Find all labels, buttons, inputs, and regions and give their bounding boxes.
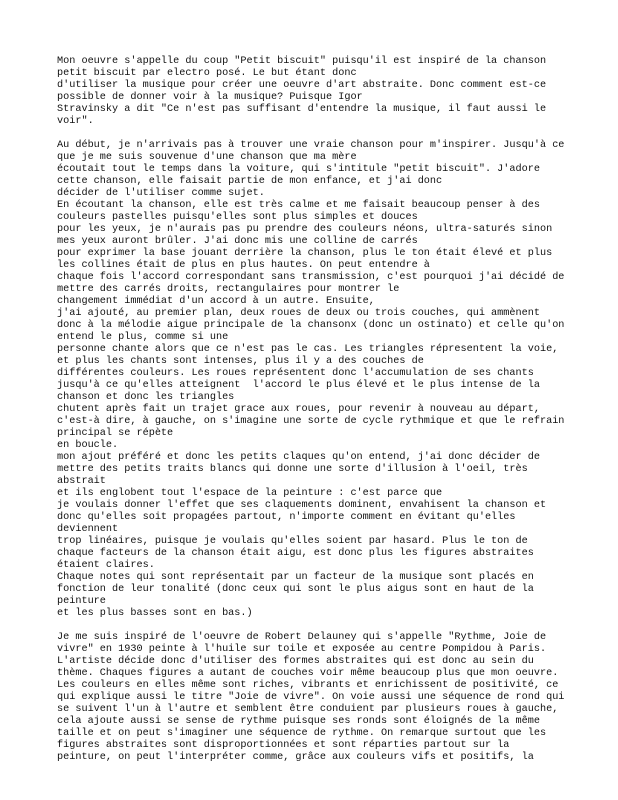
text-line: Les couleurs en elles même sont riches, vibrants et enrichissent de positivité, ce (57, 680, 559, 691)
text-line: mettre des carrés droits, rectangulaires pour montrer le (57, 284, 400, 295)
text-line: thème. Chaques figures a autant de couches voir même beaucoup plus que mon oeuvre. (57, 668, 559, 679)
text-line: trop linéaires, puisque je voulais qu'elles soient par hasard. Plus le ton de (57, 536, 528, 547)
text-line: Stravinsky a dit "Ce n'est pas suffisant d'entendre la musique, il faut aussi le (57, 104, 547, 115)
text-line: petit biscuit par electro posé. Le but étant donc (57, 68, 357, 79)
text-line: chanson et donc les triangles (57, 392, 235, 403)
text-line: principal se répète (57, 428, 174, 439)
text-line: figures abstraites sont disproportionnées et sont réparties partout sur la (57, 740, 510, 751)
text-line: chaque facteurs de la chanson était aigu, est donc plus les figures abstraites (57, 548, 534, 559)
text-line: changement immédiat d'un accord à un autre. Ensuite, (57, 296, 375, 307)
text-line: mon ajout préféré et donc les petits claques qu'on entend, j'ai donc décider de (57, 452, 540, 463)
text-line: écoutait tout le temps dans la voiture, qui s'intitule "petit biscuit". J'adore (57, 164, 540, 175)
text-line: et ils englobent tout l'espace de la peinture : c'est parce que (57, 488, 443, 499)
text-line: pour les yeux, je n'aurais pas pu prendre des couleurs néons, ultra-saturés sinon (57, 224, 553, 235)
text-line: En écoutant la chanson, elle est très calme et me faisait beaucoup penser à des (57, 200, 540, 211)
text-line: Mon oeuvre s'appelle du coup "Petit biscuit" puisqu'il est inspiré de la chanson (57, 56, 547, 67)
text-line: chutent après fait un trajet grace aux roues, pour revenir à nouveau au départ, (57, 404, 540, 415)
text-line: entend le plus, comme si une (57, 332, 229, 343)
text-line: les collines était de plus en plus hautes. On peut entendre à (57, 260, 430, 271)
text-line: cette chanson, elle faisait partie de mon enfance, et j'ai donc (57, 176, 443, 187)
text-line: j'ai ajouté, au premier plan, deux roues de deux ou trois couches, qui ammènent (57, 308, 540, 319)
text-line: L'artiste décide donc d'utiliser des formes abstraites qui est donc au sein du (57, 656, 534, 667)
text-line: donc qu'elles soit propagées partout, n'importe comment en évitant qu'elles (57, 512, 516, 523)
text-line: en boucle. (57, 440, 119, 451)
text-line: peinture (57, 596, 106, 607)
text-line: personne chante alors que ce n'est pas le cas. Les triangles répresentent la voie, (57, 344, 559, 355)
text-line: deviennent (57, 524, 119, 535)
text-line: voir". (57, 116, 94, 127)
text-line: vivre" en 1930 peinte à l'huile sur toile et exposée au centre Pompidou à Paris. (57, 644, 547, 655)
text-line: d'utiliser la musique pour créer une oeuvre d'art abstraite. Donc comment est-ce (57, 80, 547, 91)
text-line: cela ajoute aussi se sense de rythme puisque ses ronds sont éloignés de la même (57, 716, 540, 727)
text-line: donc à la mélodie aigue principale de la chansonx (donc un ostinato) et celle qu'on (57, 320, 565, 331)
text-line: je voulais donner l'effet que ses claquements dominent, envahisent la chanson et (57, 500, 547, 511)
text-line: mes yeux auront brûler. J'ai donc mis une colline de carrés (57, 236, 418, 247)
text-line: peinture, on peut l'interpréter comme, grâce aux couleurs vifs et positifs, la (57, 752, 534, 763)
text-line: abstrait (57, 476, 106, 487)
text-line: possible de donner voir à la musique? Puisque Igor (57, 92, 363, 103)
text-line: pour exprimer la base jouant derrière la chanson, plus le ton était élevé et plus (57, 248, 553, 259)
text-line: qui explique aussi le titre "Joie de vivre". On voie aussi une séquence de rond qui (57, 692, 565, 703)
text-line: jusqu'à ce qu'elles atteignent l'accord le plus élevé et le plus intense de la (57, 380, 540, 391)
text-line: que je me suis souvenue d'une chanson que ma mère (57, 152, 357, 163)
text-line: chaque fois l'accord correspondant sans transmission, c'est pourquoi j'ai décidé de (57, 272, 565, 283)
text-line: Je me suis inspiré de l'oeuvre de Robert Delauney qui s'appelle "Rythme, Joie de (57, 632, 547, 643)
text-line: différentes couleurs. Les roues représentent donc l'accumulation de ses chants (57, 368, 534, 379)
text-line: taille et on peut s'imaginer une séquence de rythme. On remarque surtout que les (57, 728, 547, 739)
text-line: mettre des petits traits blancs qui donne une sorte d'illusion à l'oeil, très (57, 464, 528, 475)
text-line: fonction de leur tonalité (donc ceux qui sont le plus aigus sont en haut de la (57, 584, 534, 595)
text-line: décider de l'utiliser comme sujet. (57, 188, 265, 199)
text-line: c'est-à dire, à gauche, on s'imagine une sorte de cycle rythmique et que le refrain (57, 416, 565, 427)
text-line: se suivent l'un à l'autre et semblent être conduient par plusieurs roues à gauche, (57, 704, 559, 715)
text-line: Au début, je n'arrivais pas à trouver une vraie chanson pour m'inspirer. Jusqu'à ce (57, 140, 565, 151)
text-line: couleurs pastelles puisqu'elles sont plus simples et douces (57, 212, 418, 223)
text-line: et plus les chants sont intenses, plus il y a des couches de (57, 356, 424, 367)
text-line: et les plus basses sont en bas.) (57, 608, 253, 619)
text-line: Chaque notes qui sont représentait par un facteur de la musique sont placés en (57, 572, 534, 583)
text-line: étaient claires. (57, 560, 155, 571)
